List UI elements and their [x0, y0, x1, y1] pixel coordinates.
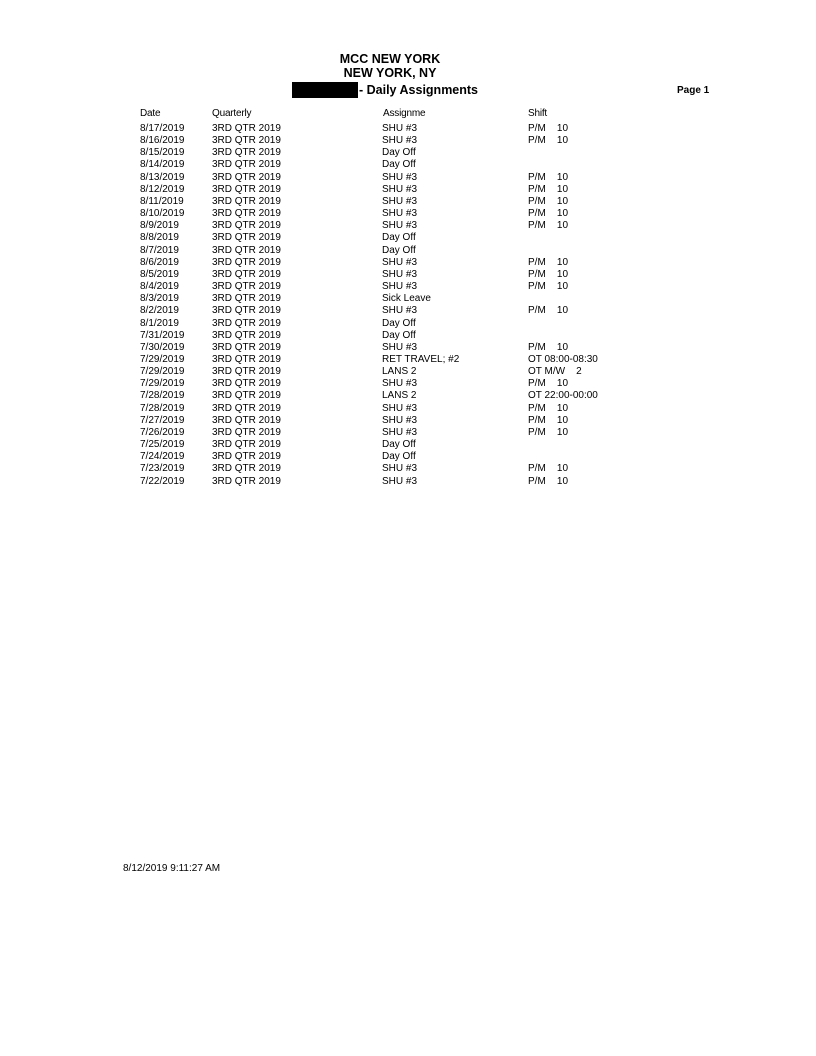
cell-quarterly: 3RD QTR 2019	[212, 390, 281, 402]
cell-quarterly: 3RD QTR 2019	[212, 426, 281, 438]
table-row	[0, 427, 816, 439]
cell-date: 7/26/2019	[140, 426, 185, 438]
cell-assignment: SHU #3	[382, 305, 418, 317]
cell-assignment: SHU #3	[382, 123, 418, 134]
cell-quarterly: 3RD QTR 2019	[212, 475, 281, 487]
table-row	[0, 245, 816, 257]
cell-quarterly: 3RD QTR 2019	[212, 244, 281, 256]
cell-date: 8/11/2019	[140, 195, 184, 207]
cell-quarterly: 3RD QTR 2019	[212, 256, 281, 268]
cell-assignment: SHU #3	[382, 281, 418, 293]
column-header-date: Date	[140, 108, 161, 119]
cell-assignment: Day Off	[382, 439, 416, 451]
table-row	[0, 439, 816, 451]
cell-date: 7/29/2019	[140, 366, 185, 378]
cell-assignment: Day Off	[382, 244, 416, 256]
cell-date: 7/23/2019	[140, 463, 185, 475]
cell-shift: P/M 10	[528, 171, 569, 183]
cell-date: 7/29/2019	[140, 353, 185, 365]
table-row	[0, 354, 816, 366]
cell-date: 7/28/2019	[140, 402, 185, 414]
cell-date: 8/3/2019	[140, 293, 179, 305]
cell-quarterly: 3RD QTR 2019	[212, 439, 281, 451]
cell-assignment: Day Off	[382, 147, 416, 159]
cell-quarterly: 3RD QTR 2019	[212, 208, 281, 220]
cell-assignment: SHU #3	[382, 183, 418, 195]
page-number: Page 1	[677, 85, 710, 96]
column-header-quarterly: Quarterly	[212, 108, 252, 119]
cell-quarterly: 3RD QTR 2019	[212, 183, 281, 195]
cell-date: 8/15/2019	[140, 147, 185, 159]
cell-shift: P/M 10	[528, 402, 569, 414]
cell-shift: P/M 10	[528, 195, 569, 207]
cell-quarterly: 3RD QTR 2019	[212, 232, 281, 244]
cell-quarterly: 3RD QTR 2019	[212, 366, 281, 378]
cell-assignment: Day Off	[382, 451, 416, 463]
column-header-assignment: Assignme	[383, 108, 426, 119]
cell-assignment: SHU #3	[382, 208, 418, 220]
cell-quarterly: 3RD QTR 2019	[212, 135, 281, 147]
cell-quarterly: 3RD QTR 2019	[212, 329, 281, 341]
table-row	[0, 208, 816, 220]
cell-quarterly: 3RD QTR 2019	[212, 378, 281, 390]
redaction-block	[292, 82, 358, 98]
cell-date: 7/27/2019	[140, 414, 185, 426]
cell-quarterly: 3RD QTR 2019	[212, 195, 281, 207]
cell-quarterly: 3RD QTR 2019	[212, 414, 281, 426]
cell-shift: P/M 10	[528, 268, 569, 280]
table-row	[0, 196, 816, 208]
table-row	[0, 463, 816, 475]
cell-date: 8/13/2019	[140, 171, 185, 183]
table-row	[0, 378, 816, 390]
cell-assignment: SHU #3	[382, 341, 418, 353]
cell-assignment: SHU #3	[382, 195, 418, 207]
cell-date: 7/24/2019	[140, 451, 185, 463]
cell-quarterly: 3RD QTR 2019	[212, 171, 281, 183]
table-row	[0, 305, 816, 317]
organization-location: NEW YORK, NY	[343, 66, 437, 80]
table-row	[0, 123, 816, 135]
cell-assignment: Day Off	[382, 159, 416, 171]
cell-assignment: Sick Leave	[382, 293, 431, 305]
cell-date: 8/8/2019	[140, 232, 179, 244]
table-row	[0, 403, 816, 415]
cell-shift: P/M 10	[528, 463, 569, 475]
table-row	[0, 184, 816, 196]
cell-date: 8/9/2019	[140, 220, 179, 232]
cell-shift: P/M 10	[528, 220, 569, 232]
cell-assignment: SHU #3	[382, 268, 418, 280]
cell-shift: P/M 10	[528, 305, 569, 317]
cell-shift: P/M 10	[528, 135, 569, 147]
cell-shift: P/M 10	[528, 123, 569, 134]
table-row	[0, 135, 816, 147]
table-row	[0, 281, 816, 293]
table-row	[0, 476, 816, 488]
table-row	[0, 257, 816, 269]
cell-assignment: LANS 2	[382, 390, 417, 402]
cell-assignment: SHU #3	[382, 463, 418, 475]
cell-assignment: SHU #3	[382, 220, 418, 232]
cell-quarterly: 3RD QTR 2019	[212, 463, 281, 475]
cell-shift: P/M 10	[528, 183, 569, 195]
cell-assignment: Day Off	[382, 317, 416, 329]
cell-assignment: Day Off	[382, 329, 416, 341]
cell-date: 8/12/2019	[140, 183, 185, 195]
table-row	[0, 390, 816, 402]
table-row	[0, 342, 816, 354]
cell-date: 8/5/2019	[140, 268, 179, 280]
cell-assignment: SHU #3	[382, 414, 418, 426]
cell-date: 8/17/2019	[140, 123, 185, 134]
cell-shift: P/M 10	[528, 378, 569, 390]
column-header-shift: Shift	[528, 108, 548, 119]
cell-assignment: SHU #3	[382, 135, 418, 147]
cell-shift: P/M 10	[528, 475, 569, 487]
cell-quarterly: 3RD QTR 2019	[212, 268, 281, 280]
table-row	[0, 220, 816, 232]
cell-date: 8/6/2019	[140, 256, 179, 268]
table-row	[0, 293, 816, 305]
cell-assignment: Day Off	[382, 232, 416, 244]
table-row	[0, 269, 816, 281]
cell-date: 8/10/2019	[140, 208, 185, 220]
cell-shift: OT 22:00-00:00	[528, 390, 598, 402]
table-row	[0, 366, 816, 378]
cell-quarterly: 3RD QTR 2019	[212, 305, 281, 317]
cell-quarterly: 3RD QTR 2019	[212, 353, 281, 365]
table-row	[0, 330, 816, 342]
cell-date: 8/4/2019	[140, 281, 179, 293]
organization-name: MCC NEW YORK	[339, 52, 441, 66]
print-timestamp: 8/12/2019 9:11:27 AM	[123, 863, 221, 874]
table-row	[0, 159, 816, 171]
table-row	[0, 147, 816, 159]
cell-date: 7/28/2019	[140, 390, 185, 402]
cell-shift: P/M 10	[528, 281, 569, 293]
cell-date: 7/22/2019	[140, 475, 185, 487]
table-row	[0, 172, 816, 184]
cell-shift: P/M 10	[528, 208, 569, 220]
cell-date: 7/29/2019	[140, 378, 185, 390]
cell-assignment: LANS 2	[382, 366, 417, 378]
cell-date: 7/30/2019	[140, 341, 185, 353]
cell-date: 7/31/2019	[140, 329, 185, 341]
assignments-table	[0, 123, 816, 488]
table-row	[0, 415, 816, 427]
table-row	[0, 318, 816, 330]
cell-date: 7/25/2019	[140, 439, 185, 451]
cell-quarterly: 3RD QTR 2019	[212, 451, 281, 463]
table-row	[0, 232, 816, 244]
cell-shift: P/M 10	[528, 256, 569, 268]
cell-assignment: SHU #3	[382, 378, 418, 390]
cell-date: 8/16/2019	[140, 135, 185, 147]
cell-quarterly: 3RD QTR 2019	[212, 293, 281, 305]
cell-date: 8/2/2019	[140, 305, 179, 317]
cell-quarterly: 3RD QTR 2019	[212, 220, 281, 232]
cell-quarterly: 3RD QTR 2019	[212, 317, 281, 329]
cell-assignment: SHU #3	[382, 426, 418, 438]
cell-date: 8/1/2019	[140, 317, 179, 329]
cell-shift: P/M 10	[528, 341, 569, 353]
cell-date: 8/7/2019	[140, 244, 179, 256]
cell-assignment: RET TRAVEL; #2	[382, 353, 460, 365]
cell-quarterly: 3RD QTR 2019	[212, 159, 281, 171]
cell-assignment: SHU #3	[382, 475, 418, 487]
report-title: - Daily Assignments	[359, 83, 479, 97]
report-title-row	[292, 82, 478, 98]
table-row	[0, 451, 816, 463]
cell-shift: P/M 10	[528, 426, 569, 438]
cell-assignment: SHU #3	[382, 402, 418, 414]
cell-quarterly: 3RD QTR 2019	[212, 123, 281, 134]
cell-shift: OT 08:00-08:30	[528, 353, 598, 365]
cell-date: 8/14/2019	[140, 159, 185, 171]
cell-quarterly: 3RD QTR 2019	[212, 147, 281, 159]
cell-shift: P/M 10	[528, 414, 569, 426]
cell-shift: OT M/W 2	[528, 366, 582, 378]
cell-quarterly: 3RD QTR 2019	[212, 281, 281, 293]
cell-assignment: SHU #3	[382, 256, 418, 268]
cell-quarterly: 3RD QTR 2019	[212, 341, 281, 353]
cell-assignment: SHU #3	[382, 171, 418, 183]
cell-quarterly: 3RD QTR 2019	[212, 402, 281, 414]
